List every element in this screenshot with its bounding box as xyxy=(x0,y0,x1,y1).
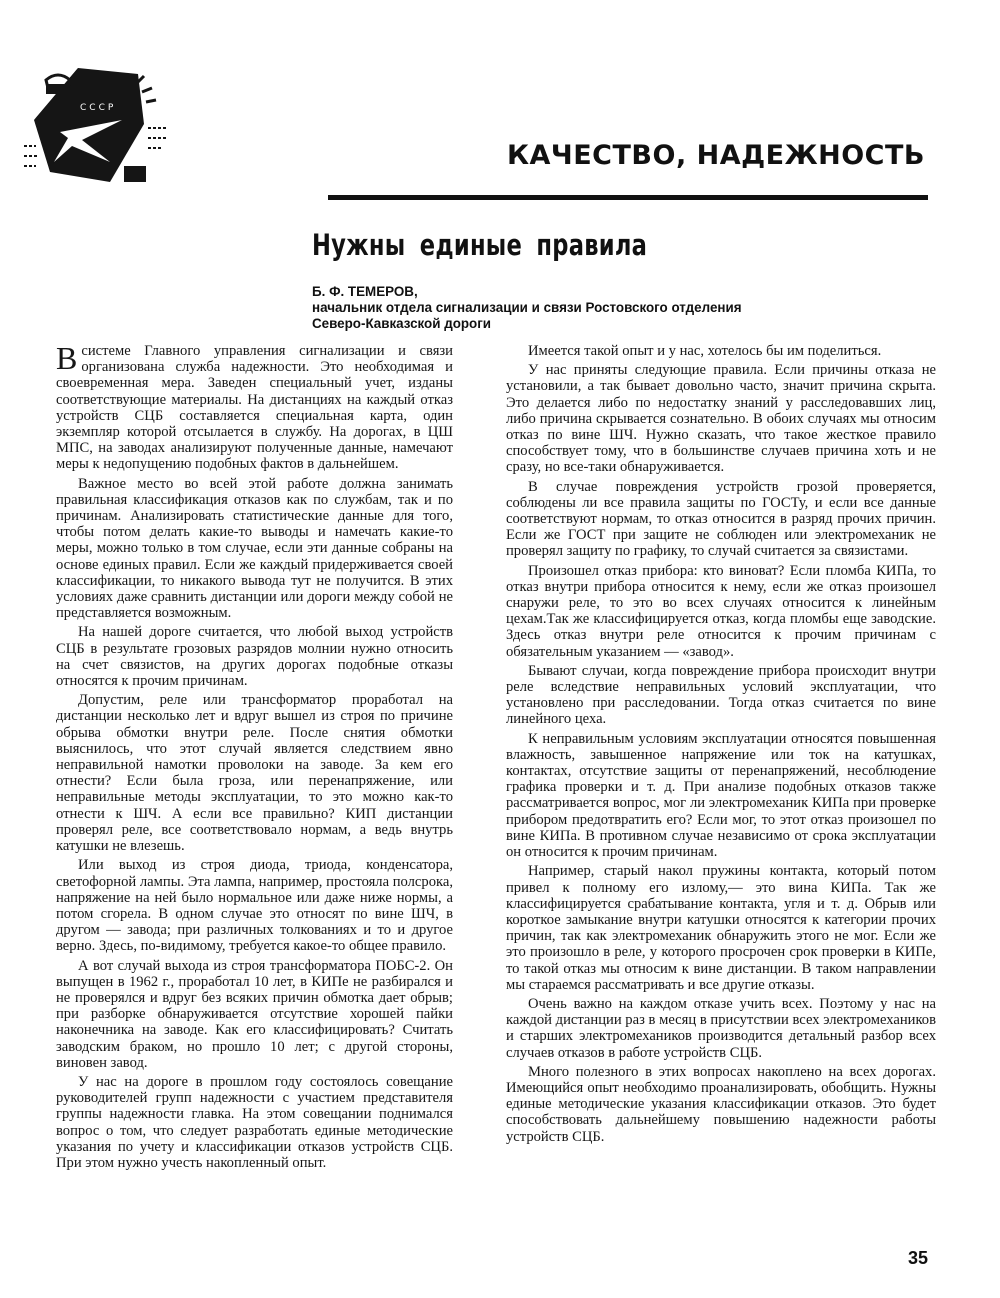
author-name: Б. Ф. ТЕМЕРОВ, xyxy=(312,284,418,299)
byline xyxy=(312,284,742,332)
paragraph: На нашей дороге считается, что любой выход устройств СЦБ в результате грозовых разрядов молнии нужно относить на счет связистов, на других дорогах подобные отказы относятся к прочим причинам. xyxy=(56,624,453,690)
drop-cap: В xyxy=(56,340,78,376)
paragraph: К неправильным условиям эксплуатации относятся повышенная влажность, завышенное напряжение или ток на катушках, контактах, отсутствие защиты от перенапряжений, несоблюдение графика проверки и т. д. При анализе подобных отказов также рассматривается вопрос, мог ли электромеханик КИПа при проверке прибором предотвратить его? Если мог, то этот отказ произошел по вине КИПа. В противном случае независимо от срока эксплуатации он относится к прочим причинам. xyxy=(506,730,936,861)
article-headline: Нужны единые правила xyxy=(312,228,648,262)
paragraph: Важное место во всей этой работе должна занимать правильная классификация отказов как по службам, так и по причинам. Анализировать статистические данные для того, чтобы потом делать какие-то выводы и намечать какие-то меры, можно только в том случае, если эти данные собраны на основе единых правил. Если же каждый придерживается своей классификации, то никакого вывода тут не получится. В этих условиях даже сравнить дистанции или дороги между собой не представляется возможным. xyxy=(56,475,453,622)
paragraph: Или выход из строя диода, триода, конденсатора, светофорной лампы. Эта лампа, например, простояла полсрока, напряжение на ней было нормальное или даже ниже нормы, а потом сгорела. В одном случае это относят по вине ШЧ, в другом — завода; при различных толкованиях и то и другое верно. Здесь, по-видимому, требуется какое-то общее правило. xyxy=(56,857,453,955)
paragraph: У нас приняты следующие правила. Если причины отказа не установили, а так бывает довольно часто, значит причина скрыта. Это делается либо по недостатку знаний у расследовавших лиц, либо причина скрывается сознательно. В обоих случаях мы относим отказ по вине ШЧ. Нужно сказать, что такое жесткое правило способствует тому, что в большинстве случаев причина хоть и не сразу, но все-таки обнаруживается. xyxy=(506,362,936,476)
paragraph: В случае повреждения устройств грозой проверяется, соблюдены ли все правила защиты по ГОСТу, и если все данные соответствуют нормам, то отказ относится в разряд прочих причин. Если же ГОСТ при защите не соблюден или электромеханик не проверял защиту по графику, то случай считается за связистами. xyxy=(506,478,936,560)
author-organization: Северо-Кавказской дороги xyxy=(312,316,492,331)
paragraph: Имеется такой опыт и у нас, хотелось бы им поделиться. xyxy=(528,343,882,359)
paragraph: А вот случай выхода из строя трансформатора ПОБС-2. Он выпущен в 1962 г., проработал 10 лет, в КИПе не разбирался и не проверялся и вдруг без всяких причин обмотка дает обрыв; при разборке обнаруживается отсутствие хорошей пайки наконечника на заводе. Как его классифицировать? Считать заводским браком, но прошло 10 лет; с другой стороны, виновен завод. xyxy=(56,957,453,1071)
author-position: начальник отдела сигнализации и связи Ростовского отделения xyxy=(312,300,742,315)
section-title: КАЧЕСТВО, НАДЕЖНОСТЬ xyxy=(506,140,925,171)
paragraph: Допустим, реле или трансформатор проработал на дистанции несколько лет и вдруг вышел из строя по причине обрыва обмотки внутри реле. После снятия обмотки выяснилось, что этот случай является следствием явно неправильной намотки проволоки на заводе. За кем его отнести? Если была гроза, или перенапряжение, или неправильные методы эксплуатации, то это можно как-то отнести к ШЧ. А если все правильно? КИП дистанции проверял реле, все соответствовало нормам, а ведь внутрь катушки не влезешь. xyxy=(56,692,453,855)
paragraph: В системе Главного управления сигнализации и связи организована служба надежности. Это необходимая и своевременная мера. Заведен специальный учет, изданы соответствующие материалы. На дистанциях на каждый отказ устройств СЦБ составляется специальная карта, один экземпляр которой отсылается в службу. На дорогах, в ЦШ МПС, на заводах анализируют полученные данные, намечают меры к недопущению подобных фактов в дальнейшем. xyxy=(56,340,453,473)
paragraph: Например, старый накол пружины контакта, который потом привел к полному его излому,— это вина КИПа. Так же классифицируется срабатывание контакта, угля и т. д. Обрыв или короткое замыкание внутри катушки относятся к категории прочих причин, так как электромеханик обнаружить этого не мог. Если же это произошло в реле, у которого просрочен срок проверки в КИПе, то такой отказ мы относим к вине дистанции. В таком направлении мы стараемся рассматривать и все другие отказы. xyxy=(506,863,936,993)
title-divider xyxy=(328,195,928,200)
paragraph: Много полезного в этих вопросах накоплено на всех дорогах. Имеющийся опыт необходимо проанализировать, обобщить. Нужны единые методические указания классификации отказов. Это будет способствовать дальнейшему повышению надежности работы устройств СЦБ. xyxy=(506,1063,936,1145)
left-column xyxy=(56,340,453,1174)
right-column xyxy=(506,343,936,1148)
emblem-text: СССР xyxy=(80,103,117,113)
paragraph: Произошел отказ прибора: кто виноват? Если пломба КИПа, то отказ внутри прибора относится к нему, если же отказ произошел снаружи реле, то это во всех случаях относится к линейным цехам.Так же классифицируется отказ, когда пломбы еще заводские. Здесь отказ внутри реле относится к прочим причинам с обязательным указанием — «завод». xyxy=(506,562,936,660)
paragraph: Бывают случаи, когда повреждение прибора происходит внутри реле вследствие неправильных условий эксплуатации, что установлено при расследовании. Тогда отказ считается по вине линейного цеха. xyxy=(506,662,936,728)
paragraph: У нас на дороге в прошлом году состоялось совещание руководителей групп надежности с участием представителя группы надежности главка. На этом совещании поднимался вопрос о том, что следует разработать единые методические указания по учету и классификации отказов устройств СЦБ. При этом нужно учесть накопленный опыт. xyxy=(56,1073,453,1171)
paragraph: Очень важно на каждом отказе учить всех. Поэтому у нас на каждой дистанции раз в месяц в присутствии всех электромехаников и старших электромехаников производится детальный разбор всех случаев отказов в работе устройств СЦБ. xyxy=(506,995,936,1061)
ussr-quality-mark-icon xyxy=(20,66,170,198)
page-number: 35 xyxy=(908,1248,929,1268)
